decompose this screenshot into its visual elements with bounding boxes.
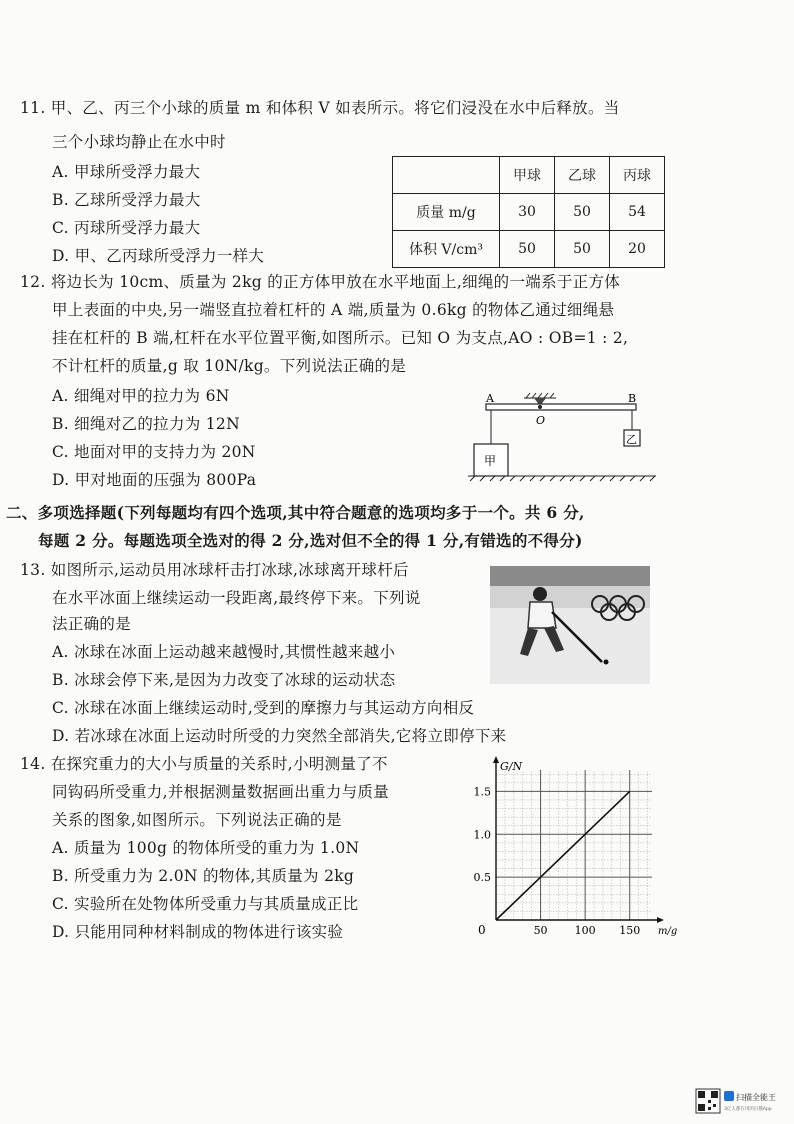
q13-option-d: D. 若冰球在冰面上运动时所受的力突然全部消失,它将立即停下来 [52,727,507,745]
q11-option-a: A. 甲球所受浮力最大 [52,163,201,181]
series-line [496,791,630,920]
table-cell: 50 [500,231,555,268]
q12-option-d: D. 甲对地面的压强为 800Pa [52,471,257,489]
chart-series [496,791,630,920]
table-header: 甲球 [500,157,555,194]
q11-stem-line2: 三个小球均静止在水中时 [52,133,226,151]
puck [604,660,609,665]
q14-option-c: C. 实验所在处物体所受重力与其质量成正比 [52,895,359,913]
q14-stem-line1: 14. 在探究重力的大小与质量的关系时,小明测量了不 [20,755,388,773]
scanner-sub: 3亿人都在用的扫描App [724,1107,772,1112]
q14-stem-line3: 关系的图象,如图所示。下列说法正确的是 [52,811,342,829]
hockey-photo [490,566,650,684]
q11-table [392,156,665,268]
q12-stem-line4: 不计杠杆的质量,g 取 10N/kg。下列说法正确的是 [52,357,407,375]
label-jia: 甲 [484,454,497,468]
y-tick-label: 1.5 [473,785,491,799]
scanner-brand: 扫描全能王 [736,1093,776,1102]
table-header: 丙球 [610,157,665,194]
ceiling-hatch [524,393,556,398]
label-yi: 乙 [626,433,637,446]
q12-option-c: C. 地面对甲的支持力为 20N [52,443,256,461]
q12-option-a: A. 细绳对甲的拉力为 6N [52,387,230,405]
table-row-label: 体积 V/cm³ [393,231,500,268]
table-cell: 20 [610,231,665,268]
origin-label: 0 [478,923,486,937]
section2-heading-line1: 二、多项选择题(下列每题均有四个选项,其中符合题意的选项均多于一个。共 6 分, [6,503,585,522]
q11-option-d: D. 甲、乙丙球所受浮力一样大 [52,247,265,265]
lever-figure [464,390,660,490]
stands [490,566,650,586]
table-cell: 50 [555,194,610,231]
q13-stem-line2: 在水平冰面上继续运动一段距离,最终停下来。下列说 [52,589,421,607]
table-cell: 30 [500,194,555,231]
q13-option-b: B. 冰球会停下来,是因为力改变了冰球的运动状态 [52,671,396,689]
x-tick-label: 50 [533,924,548,937]
table-row-label: 质量 m/g [393,194,500,231]
y-tick-label: 1.0 [473,828,491,842]
table-cell: 54 [610,194,665,231]
camscanner-icon [724,1091,734,1101]
table-corner [393,157,500,194]
y-tick-label: 0.5 [473,871,491,885]
table-header: 乙球 [555,157,610,194]
ground-hatch [468,476,656,481]
gravity-mass-chart [466,756,678,940]
x-axis-label: m/g [658,926,678,937]
q11-option-b: B. 乙球所受浮力最大 [52,191,201,209]
q12-stem-line1: 12. 将边长为 10cm、质量为 2kg 的正方体甲放在水平地面上,细绳的一端系于正方体 [20,273,621,291]
table-cell: 50 [555,231,610,268]
x-tick-label: 150 [619,924,641,937]
q14-stem-line2: 同钩码所受重力,并根据测量数据画出重力与质量 [52,783,390,801]
label-b: B [628,392,637,405]
y-axis-label: G/N [500,760,523,773]
q11-option-c: C. 丙球所受浮力最大 [52,219,201,237]
q12-stem-line3: 挂在杠杆的 B 端,杠杆在水平位置平衡,如图所示。已知 O 为支点,AO : OB=1 : 2, [52,329,629,347]
q13-stem-line1: 13. 如图所示,运动员用冰球杆击打冰球,冰球离开球杆后 [20,561,409,579]
q13-option-c: C. 冰球在冰面上继续运动时,受到的摩擦力与其运动方向相反 [52,699,475,717]
q14-option-a: A. 质量为 100g 的物体所受的重力为 1.0N [52,839,360,857]
q14-option-b: B. 所受重力为 2.0N 的物体,其质量为 2kg [52,867,355,885]
q12-stem-line2: 甲上表面的中央,另一端竖直拉着杠杆的 A 端,质量为 0.6kg 的物体乙通过细绳悬 [52,301,615,319]
q13-option-a: A. 冰球在冰面上运动越来越慢时,其惯性越来越小 [52,643,396,661]
label-a: A [486,392,494,405]
q14-option-d: D. 只能用同种材料制成的物体进行该实验 [52,923,344,941]
x-tick-label: 100 [574,924,596,937]
label-o: O [536,414,546,427]
lever-bar [486,404,636,410]
q12-option-b: B. 细绳对乙的拉力为 12N [52,415,240,433]
scanner-logo [696,1087,786,1117]
x-axis-arrow [657,917,664,923]
section2-heading-line2: 每题 2 分。每题选项全选对的得 2 分,选对但不全的得 1 分,有错选的不得分) [38,531,583,550]
y-axis-arrow [493,756,499,763]
pivot-point [538,405,542,409]
q11-stem-line1: 11. 甲、乙、丙三个小球的质量 m 和体积 V 如表所示。将它们浸没在水中后释放。当 [20,99,620,117]
q13-stem-line3: 法正确的是 [52,615,132,633]
